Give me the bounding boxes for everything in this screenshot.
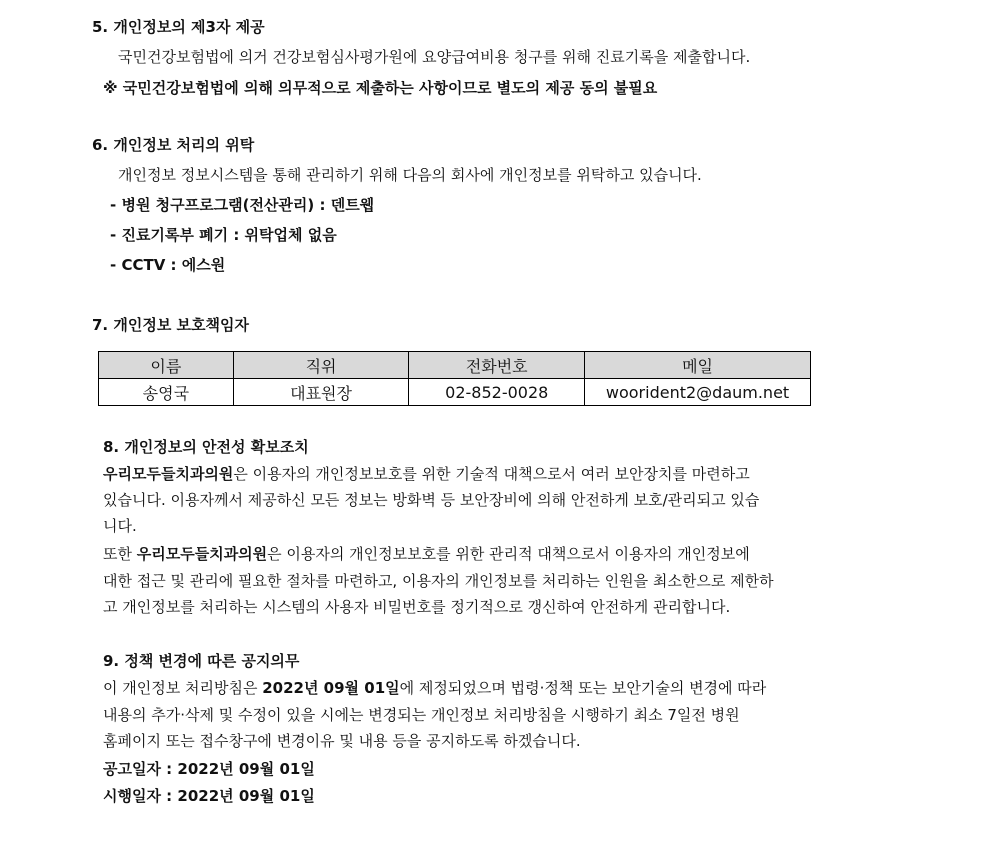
- section-9-line1-prefix: 이 개인정보 처리방침은: [103, 679, 263, 697]
- enactment-date: 2022년 09월 01일: [262, 679, 400, 697]
- section-6-body: 개인정보 정보시스템을 통해 관리하기 위해 다음의 회사에 개인정보를 위탁하고 있습니다.: [118, 166, 702, 184]
- header-email: 메일: [585, 352, 811, 379]
- section-9-line1-text: 에 제정되었으며 법령·정책 또는 보안기술의 변경에 따라: [399, 679, 767, 697]
- section-9-line3: 홈페이지 또는 접수창구에 변경이유 및 내용 등을 공지하도록 하겠습니다.: [103, 732, 581, 750]
- section-5-note: ※ 국민건강보험법에 의해 의무적으로 제출하는 사항이므로 별도의 제공 동의 불필요: [103, 79, 658, 97]
- header-phone: 전화번호: [409, 352, 585, 379]
- header-position: 직위: [233, 352, 409, 379]
- section-8-p2-line3: 고 개인정보를 처리하는 시스템의 사용자 비밀번호를 정기적으로 갱신하여 안전하게 관리합니다.: [103, 598, 731, 616]
- section-8-p1-line3: 니다.: [103, 517, 137, 535]
- section-7-title: 7. 개인정보 보호책임자: [92, 316, 249, 334]
- clinic-name: 우리모두들치과의원: [136, 545, 268, 563]
- section-8-p1-line1: [103, 464, 750, 484]
- announcement-date: 공고일자 : 2022년 09월 01일: [103, 760, 315, 778]
- section-5-body: 국민건강보험법에 의거 건강보험심사평가원에 요양급여비용 청구를 위해 진료기록을 제출합니다.: [118, 48, 751, 66]
- cell-phone: 02-852-0028: [409, 379, 585, 406]
- section-6-title: 6. 개인정보 처리의 위탁: [92, 136, 255, 154]
- cell-name: 송영국: [99, 379, 234, 406]
- section-8-p2-prefix: 또한: [103, 545, 137, 563]
- table-header-row: [99, 352, 811, 379]
- section-9-line2: 내용의 추가·삭제 및 수정이 있을 시에는 변경되는 개인정보 처리방침을 시행하기 최소 7일전 병원: [103, 706, 740, 724]
- section-9-line1: [103, 678, 766, 698]
- section-6-item-records: - 진료기록부 폐기 : 위탁업체 없음: [110, 226, 337, 244]
- section-6-item-cctv: - CCTV : 에스원: [110, 256, 226, 274]
- clinic-name: 우리모두들치과의원: [103, 465, 234, 483]
- table-row: [99, 379, 811, 406]
- header-name: 이름: [99, 352, 234, 379]
- effective-date: 시행일자 : 2022년 09월 01일: [103, 787, 315, 805]
- section-8-p1-line1-text: 은 이용자의 개인정보보호를 위한 기술적 대책으로서 여러 보안장치를 마련하고: [233, 465, 750, 483]
- section-5-title: 5. 개인정보의 제3자 제공: [92, 18, 265, 36]
- section-8-p2-line2: 대한 접근 및 관리에 필요한 절차를 마련하고, 이용자의 개인정보를 처리하는 인원을 최소한으로 제한하: [103, 572, 774, 590]
- cell-email: woorident2@daum.net: [585, 379, 811, 406]
- section-8-p2-line1: [103, 544, 750, 564]
- section-8-p2-line1-text: 은 이용자의 개인정보보호를 위한 관리적 대책으로서 이용자의 개인정보에: [267, 545, 750, 563]
- section-8-title: 8. 개인정보의 안전성 확보조치: [103, 438, 309, 456]
- cell-position: 대표원장: [233, 379, 409, 406]
- privacy-officer-table: [98, 351, 811, 406]
- section-6-item-billing: - 병원 청구프로그램(전산관리) : 덴트웹: [110, 196, 375, 214]
- section-9-title: 9. 정책 변경에 따른 공지의무: [103, 652, 300, 670]
- section-8-p1-line2: 있습니다. 이용자께서 제공하신 모든 정보는 방화벽 등 보안장비에 의해 안전하게 보호/관리되고 있습: [103, 491, 760, 509]
